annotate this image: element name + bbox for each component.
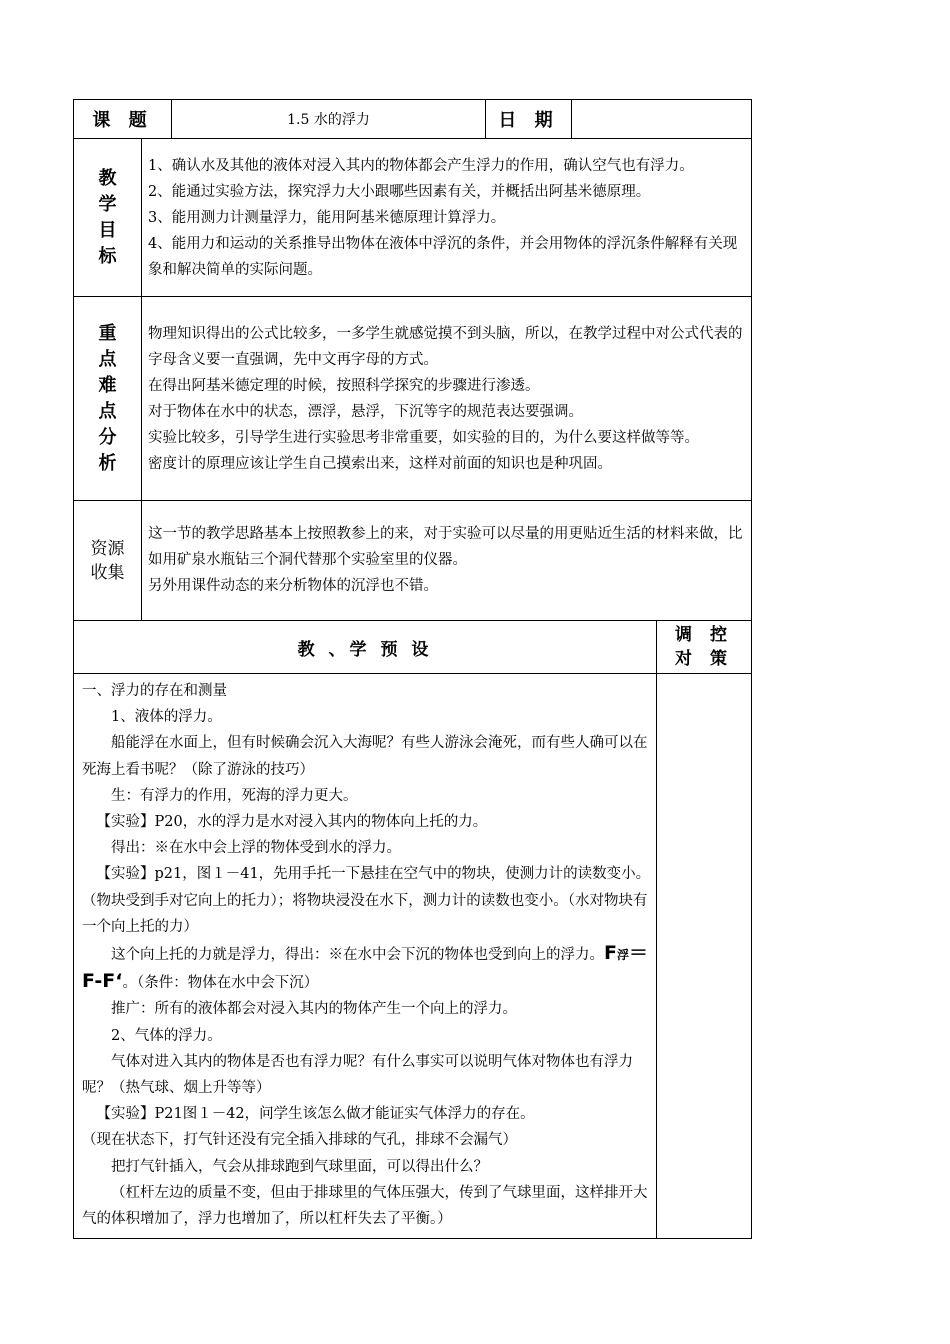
plan-text: 。（条件：物体在水中会下沉） — [122, 975, 319, 992]
resources-row — [74, 501, 752, 621]
key-points-label-char: 难 — [98, 374, 117, 396]
plan-paragraph: 得出：※在水中会上浮的物体受到水的浮力。 — [111, 840, 401, 857]
key-points-content — [142, 297, 752, 501]
resources-content — [142, 501, 752, 621]
lesson-plan-table — [73, 99, 752, 1239]
plan-paragraph: （现在状态下，打气针还没有完全插入排球的气孔，排球不会漏气） — [82, 1132, 517, 1149]
plan-paragraph: 生：有浮力的作用，死海的浮力更大。 — [111, 787, 358, 804]
key-point-line: 实验比较多，引导学生进行实验思考非常重要，如实验的目的，为什么要这样做等等。 — [148, 429, 699, 446]
topic-label: 课 题 — [74, 100, 172, 139]
resource-line: 这一节的教学思路基本上按照教参上的来，对于实验可以尽量的用更贴近生活的材料来做，比如用矿泉水瓶钻三个洞代替那个实验室里的仪器。 — [148, 526, 743, 568]
key-points-label-char: 析 — [98, 452, 117, 474]
plan-text: 这个向上托的力就是浮力，得出：※在水中会下沉的物体也受到向上的浮力。 — [111, 947, 604, 964]
objectives-row — [74, 139, 752, 297]
date-label: 日 期 — [486, 100, 572, 139]
plan-paragraph-formula — [82, 940, 652, 996]
plan-paragraph: 1、液体的浮力。 — [111, 709, 222, 726]
key-point-line: 密度计的原理应该让学生自己摸索出来，这样对前面的知识也是种巩固。 — [148, 455, 612, 472]
objective-line: 1、确认水及其他的液体对浸入其内的物体都会产生浮力的作用，确认空气也有浮力。 — [148, 157, 694, 174]
plan-header-row — [74, 621, 752, 674]
objectives-label-char: 教 — [98, 167, 117, 189]
key-points-row — [74, 297, 752, 501]
plan-paragraph: 【实验】P21图１－42，问学生该怎么做才能证实气体浮力的存在。 — [96, 1106, 535, 1123]
plan-paragraph: （杠杆左边的质量不变，但由于排球里的气体压强大，传到了气球里面，这样排开大气的体积增加了，浮力也增加了，所以杠杆失去了平衡。） — [82, 1184, 648, 1228]
plan-paragraph: 把打气针插入，气会从排球跑到气球里面，可以得出什么？ — [111, 1158, 488, 1175]
control-strategy-label — [657, 621, 752, 674]
header-row — [74, 100, 752, 139]
key-points-label — [74, 297, 142, 501]
key-point-line: 对于物体在水中的状态，漂浮，悬浮，下沉等字的规范表达要强调。 — [148, 403, 583, 420]
lesson-plan-page — [73, 99, 751, 1239]
objective-line: 4、能用力和运动的关系推导出物体在液体中浮沉的条件，并会用物体的浮沉条件解释有关现象和解决简单的实际问题。 — [148, 235, 738, 278]
objectives-label-char: 目 — [98, 219, 117, 241]
plan-paragraph: 2、气体的浮力。 — [111, 1027, 222, 1044]
plan-heading: 教 、学 预 设 — [74, 621, 657, 674]
objectives-content — [142, 139, 752, 297]
control-label-line: 调 控 — [675, 625, 733, 645]
key-points-label-char: 点 — [98, 400, 117, 422]
control-label-line: 对 策 — [675, 649, 733, 669]
formula-rest: ＝F-F‘ — [82, 942, 649, 993]
plan-body-row — [74, 674, 752, 1239]
plan-body — [74, 674, 657, 1239]
plan-paragraph: 推广：所有的液体都会对浸入其内的物体产生一个向上的浮力。 — [111, 1001, 517, 1018]
resources-label-line: 资源 — [90, 538, 125, 559]
resources-label-line: 收集 — [90, 562, 125, 583]
plan-paragraph: 【实验】p21，图１－41，先用手托一下悬挂在空气中的物块，使测力计的读数变小。（物块受到手对它向上的托力）；将物块浸没在水下，测力计的读数也变小。（水对物块有一个向上托的力） — [82, 866, 651, 935]
key-point-line: 物理知识得出的公式比较多，一多学生就感觉摸不到头脑，所以，在教学过程中对公式代表的字母含义要一直强调，先中文再字母的方式。 — [148, 325, 743, 368]
key-points-label-char: 重 — [98, 322, 117, 344]
plan-paragraph: 【实验】P20，水的浮力是水对浸入其内的物体向上托的力。 — [96, 814, 488, 831]
resource-line: 另外用课件动态的来分析物体的沉浮也不错。 — [148, 578, 438, 594]
objectives-label-char: 标 — [98, 245, 117, 267]
objectives-label-char: 学 — [98, 193, 117, 215]
plan-paragraph: 气体对进入其内的物体是否也有浮力呢？有什么事实可以说明气体对物体也有浮力呢？（热气球、烟上升等等） — [82, 1053, 633, 1097]
objectives-label — [74, 139, 142, 297]
formula-subscript: 浮 — [616, 948, 629, 963]
key-points-label-char: 点 — [98, 348, 117, 370]
control-strategy-cell — [657, 674, 752, 1239]
date-value — [572, 100, 752, 139]
key-point-line: 在得出阿基米德定理的时候，按照科学探究的步骤进行渗透。 — [148, 377, 540, 394]
objective-line: 3、能用测力计测量浮力，能用阿基米德原理计算浮力。 — [148, 209, 506, 226]
resources-label — [74, 501, 142, 621]
key-points-label-char: 分 — [98, 426, 117, 448]
plan-paragraph: 船能浮在水面上，但有时候确会沉入大海呢？有些人游泳会淹死，而有些人确可以在死海上看书呢？（除了游泳的技巧） — [82, 735, 648, 778]
formula-f: F — [604, 942, 617, 965]
objective-line: 2、能通过实验方法，探究浮力大小跟哪些因素有关，并概括出阿基米德原理。 — [148, 183, 651, 200]
topic-value: 1.5 水的浮力 — [172, 100, 486, 139]
plan-paragraph: 一、浮力的存在和测量 — [82, 683, 227, 699]
